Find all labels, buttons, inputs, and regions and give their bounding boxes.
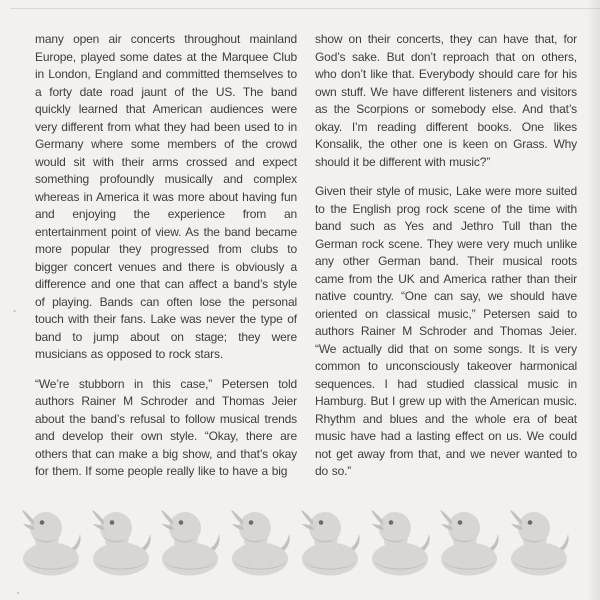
text-columns <box>35 31 577 493</box>
paragraph-tour-story: many open air concerts throughout mainland Europe, played some dates at the Marquee Club in London, England and committed themselves to a forty date road jaunt of the US. The band quickly learned that American audiences were very different from what they had been used to in Germany where some members of the crowd would sit with their arms crossed and expect something profoundly musically and complex whereas in America it was more about having fun and enjoying the experience from an entertainment point of view. As the band became more popular they progressed from clubs to bigger concert venues and there is obviously a difference and one that can affect a band’s style of playing. Bands can often lose the personal touch with their fans. Lake was never the type of band to jump about on stage; they were musicians as opposed to rock stars. <box>35 32 297 361</box>
rubber-duck-icon <box>508 505 574 577</box>
text-column-right <box>315 31 577 493</box>
rubber-duck-icon <box>159 505 225 577</box>
rubber-duck-icon <box>20 505 86 577</box>
rubber-duck-icon <box>369 505 435 577</box>
scan-artifact-line <box>10 8 600 9</box>
rubber-duck-icon <box>229 505 295 577</box>
scan-edge-shadow <box>587 0 600 600</box>
paragraph-musical-roots: Given their style of music, Lake were more suited to the English prog rock scene of the time with band such as Yes and Jethro Tull than the German rock scene. They were very much unlike any other German band. Their musical roots came from the UK and America rather than their native country. “One can say, we should have oriented on classical music,” Petersen said to authors Rainer M Schroder and Thomas Jeier. “We actually did that on some songs. It is very common to unconsciously takeover harmonical sequences. I had studied classical music in Hamburg. But I grew up with the American music. Rhythm and blues and the whole era of beat music have had a lasting effect on us. We could not get away from that, and we never wanted to do so.” <box>315 184 577 478</box>
paragraph-stubborn-quote: “We’re stubborn in this case,” Petersen told authors Rainer M Schroder and Thomas Jeier about the band’s refusal to follow musical trends and develop their own style. “Okay, there are others that can make a big show, and that’s okay for them. If some people really like to have a big <box>35 376 297 478</box>
duck-row <box>20 505 574 581</box>
rubber-duck-icon <box>90 505 156 577</box>
rubber-duck-icon <box>438 505 504 577</box>
text-column-left <box>35 31 297 493</box>
paragraph-quote-continued: show on their concerts, they can have that, for God’s sake. But don’t reproach that on others, who don’t like that. Everybody should care for his own stuff. We have different listeners and visitors as the Scorpions or somebody else. And that’s okay. I’m reading different books. One likes Konsalik, the other one is keen on Grass. Why should it be different with music?” <box>315 32 577 169</box>
scan-speck <box>17 592 19 594</box>
scan-speck <box>13 310 16 312</box>
rubber-duck-icon <box>299 505 365 577</box>
